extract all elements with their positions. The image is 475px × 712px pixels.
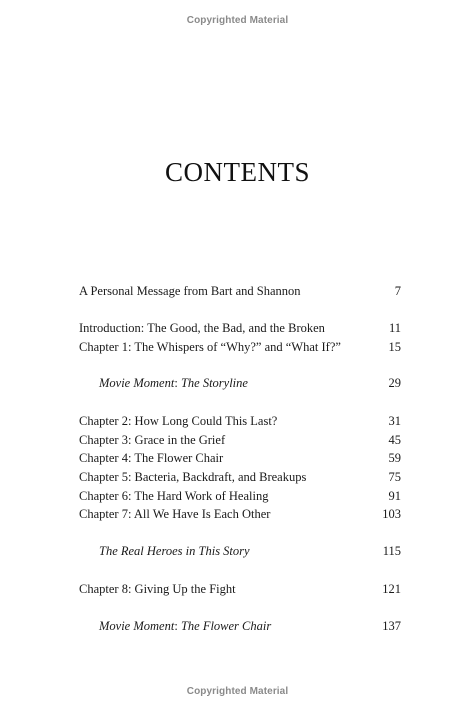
toc-entry-label: Chapter 1: The Whispers of “Why?” and “What If?” — [79, 340, 341, 354]
toc-entry-page: 115 — [382, 544, 401, 558]
toc-entry-label-separator: : — [174, 619, 181, 633]
toc-entry-page: 59 — [388, 451, 401, 465]
toc-entry-label-lead: Movie Moment — [99, 619, 175, 633]
copyright-watermark-bottom: Copyrighted Material — [186, 686, 289, 697]
toc-entry — [79, 580, 401, 598]
toc-entry — [79, 449, 401, 467]
toc-entry-movie-moment — [79, 617, 401, 635]
copyright-watermark-top: Copyrighted Material — [186, 15, 289, 26]
toc-entry-label: Chapter 2: How Long Could This Last? — [79, 414, 278, 428]
toc-entry-label: Chapter 8: Giving Up the Fight — [79, 582, 236, 596]
toc-entry — [79, 431, 401, 449]
toc-entry-page: 11 — [388, 321, 401, 335]
toc-entry — [79, 319, 401, 337]
toc-entry-page: 31 — [388, 414, 401, 428]
toc-entry — [79, 412, 401, 430]
toc-entry-label: Chapter 6: The Hard Work of Healing — [79, 489, 269, 503]
toc-entry-label-rest: The Flower Chair — [180, 619, 272, 633]
toc-entry — [79, 282, 401, 300]
toc-entry-label: Chapter 3: Grace in the Grief — [79, 433, 226, 447]
page-title: CONTENTS — [165, 157, 310, 187]
toc-entry-page: 7 — [394, 284, 401, 298]
toc-entry-page: 121 — [382, 582, 401, 596]
toc-entry-page: 75 — [388, 470, 401, 484]
toc-entry-label: Chapter 7: All We Have Is Each Other — [79, 507, 271, 521]
toc-entry — [79, 338, 401, 356]
toc-entry-label: Introduction: The Good, the Bad, and the Broken — [79, 321, 325, 335]
toc-entry-label: Chapter 4: The Flower Chair — [79, 451, 224, 465]
toc-entry-label-lead: Movie Moment — [99, 376, 175, 390]
toc-entry-page: 29 — [388, 376, 401, 390]
toc-entry-label: The Real Heroes in This Story — [99, 544, 250, 558]
toc-entry-label: Chapter 5: Bacteria, Backdraft, and Breakups — [79, 470, 307, 484]
toc-entry-page: 45 — [388, 433, 401, 447]
toc-entry-label: A Personal Message from Bart and Shannon — [79, 284, 301, 298]
toc-entry-label — [99, 374, 248, 392]
toc-entry-label-rest: The Storyline — [180, 376, 248, 390]
toc-entry — [79, 468, 401, 486]
toc-entry-page: 103 — [382, 507, 401, 521]
toc-entry — [79, 487, 401, 505]
toc-entry-page: 137 — [382, 619, 401, 633]
toc-entry — [79, 505, 401, 523]
toc-entry-page: 91 — [388, 489, 401, 503]
toc-entry-special — [79, 542, 401, 560]
toc-entry-label — [99, 617, 271, 635]
toc-entry-page: 15 — [388, 340, 401, 354]
toc-entry-movie-moment — [79, 374, 401, 392]
toc-entry-label-separator: : — [174, 376, 181, 390]
